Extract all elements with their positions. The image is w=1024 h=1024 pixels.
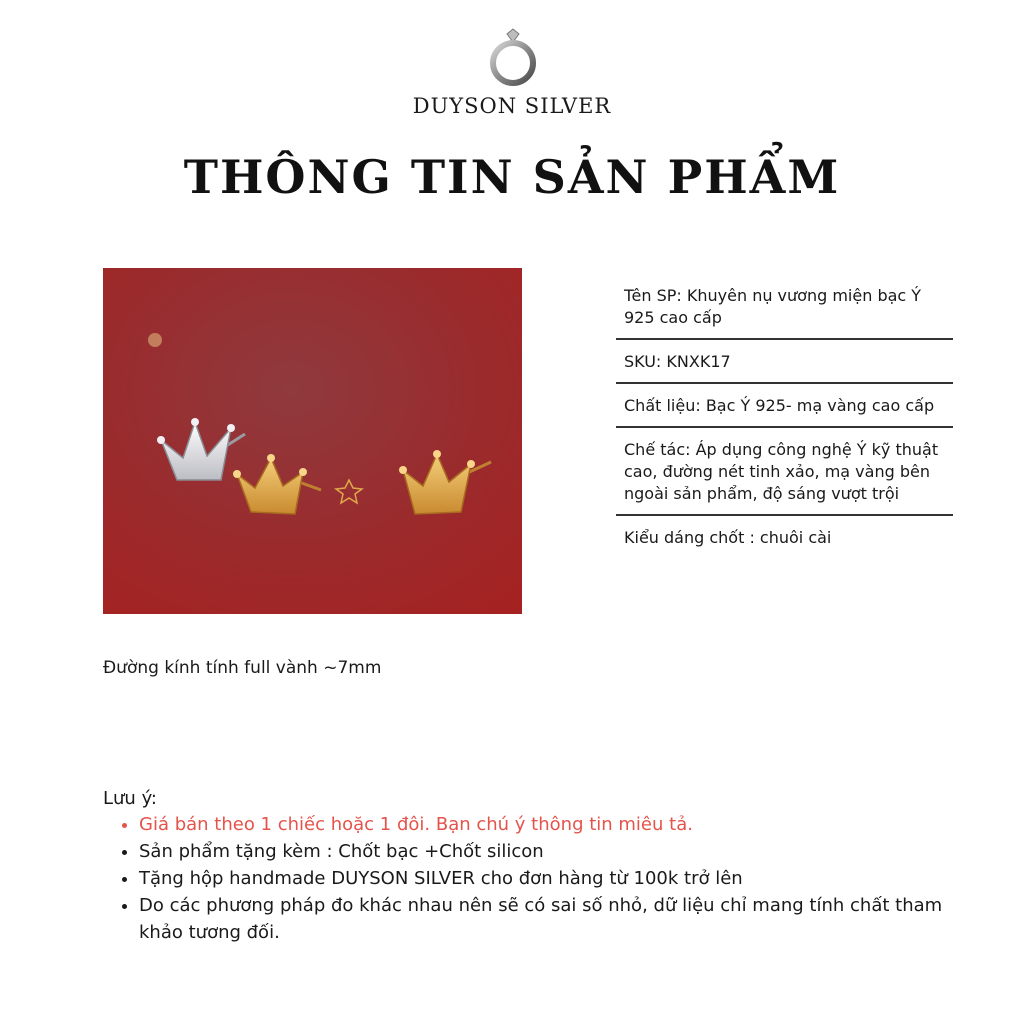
spec-craftsmanship: Chế tác: Áp dụng công nghệ Ý kỹ thuật cao, đường nét tinh xảo, mạ vàng bên ngoài sản phẩm, độ sáng vượt trội bbox=[616, 437, 953, 516]
list-item: • Tặng hộp handmade DUYSON SILVER cho đơn hàng từ 100k trở lên bbox=[139, 865, 943, 892]
list-item: • Giá bán theo 1 chiếc hoặc 1 đôi. Bạn chú ý thông tin miêu tả. bbox=[139, 811, 943, 838]
spec-material: Chất liệu: Bạc Ý 925- mạ vàng cao cấp bbox=[616, 393, 953, 428]
list-item: • Do các phương pháp đo khác nhau nên sẽ có sai số nhỏ, dữ liệu chỉ mang tính chất tham khảo tương đối. bbox=[139, 892, 943, 946]
notes-list bbox=[103, 811, 943, 946]
product-photo bbox=[103, 268, 522, 614]
list-item: • Sản phẩm tặng kèm : Chốt bạc +Chốt silicon bbox=[139, 838, 943, 865]
ring-logo-icon bbox=[488, 28, 538, 88]
brand-name: DUYSON SILVER bbox=[412, 94, 612, 118]
product-specs bbox=[616, 283, 953, 567]
notes-title: Lưu ý: bbox=[103, 788, 157, 809]
spec-product-name: Tên SP: Khuyên nụ vương miện bạc Ý 925 cao cấp bbox=[616, 283, 953, 340]
spec-sku: SKU: KNXK17 bbox=[616, 349, 953, 384]
diameter-text: Đường kính tính full vành ~7mm bbox=[103, 658, 382, 678]
spec-clasp-style: Kiểu dáng chốt : chuôi cài bbox=[624, 528, 832, 547]
notes-section bbox=[103, 788, 943, 946]
page-title: THÔNG TIN SẢN PHẨM bbox=[183, 150, 841, 204]
